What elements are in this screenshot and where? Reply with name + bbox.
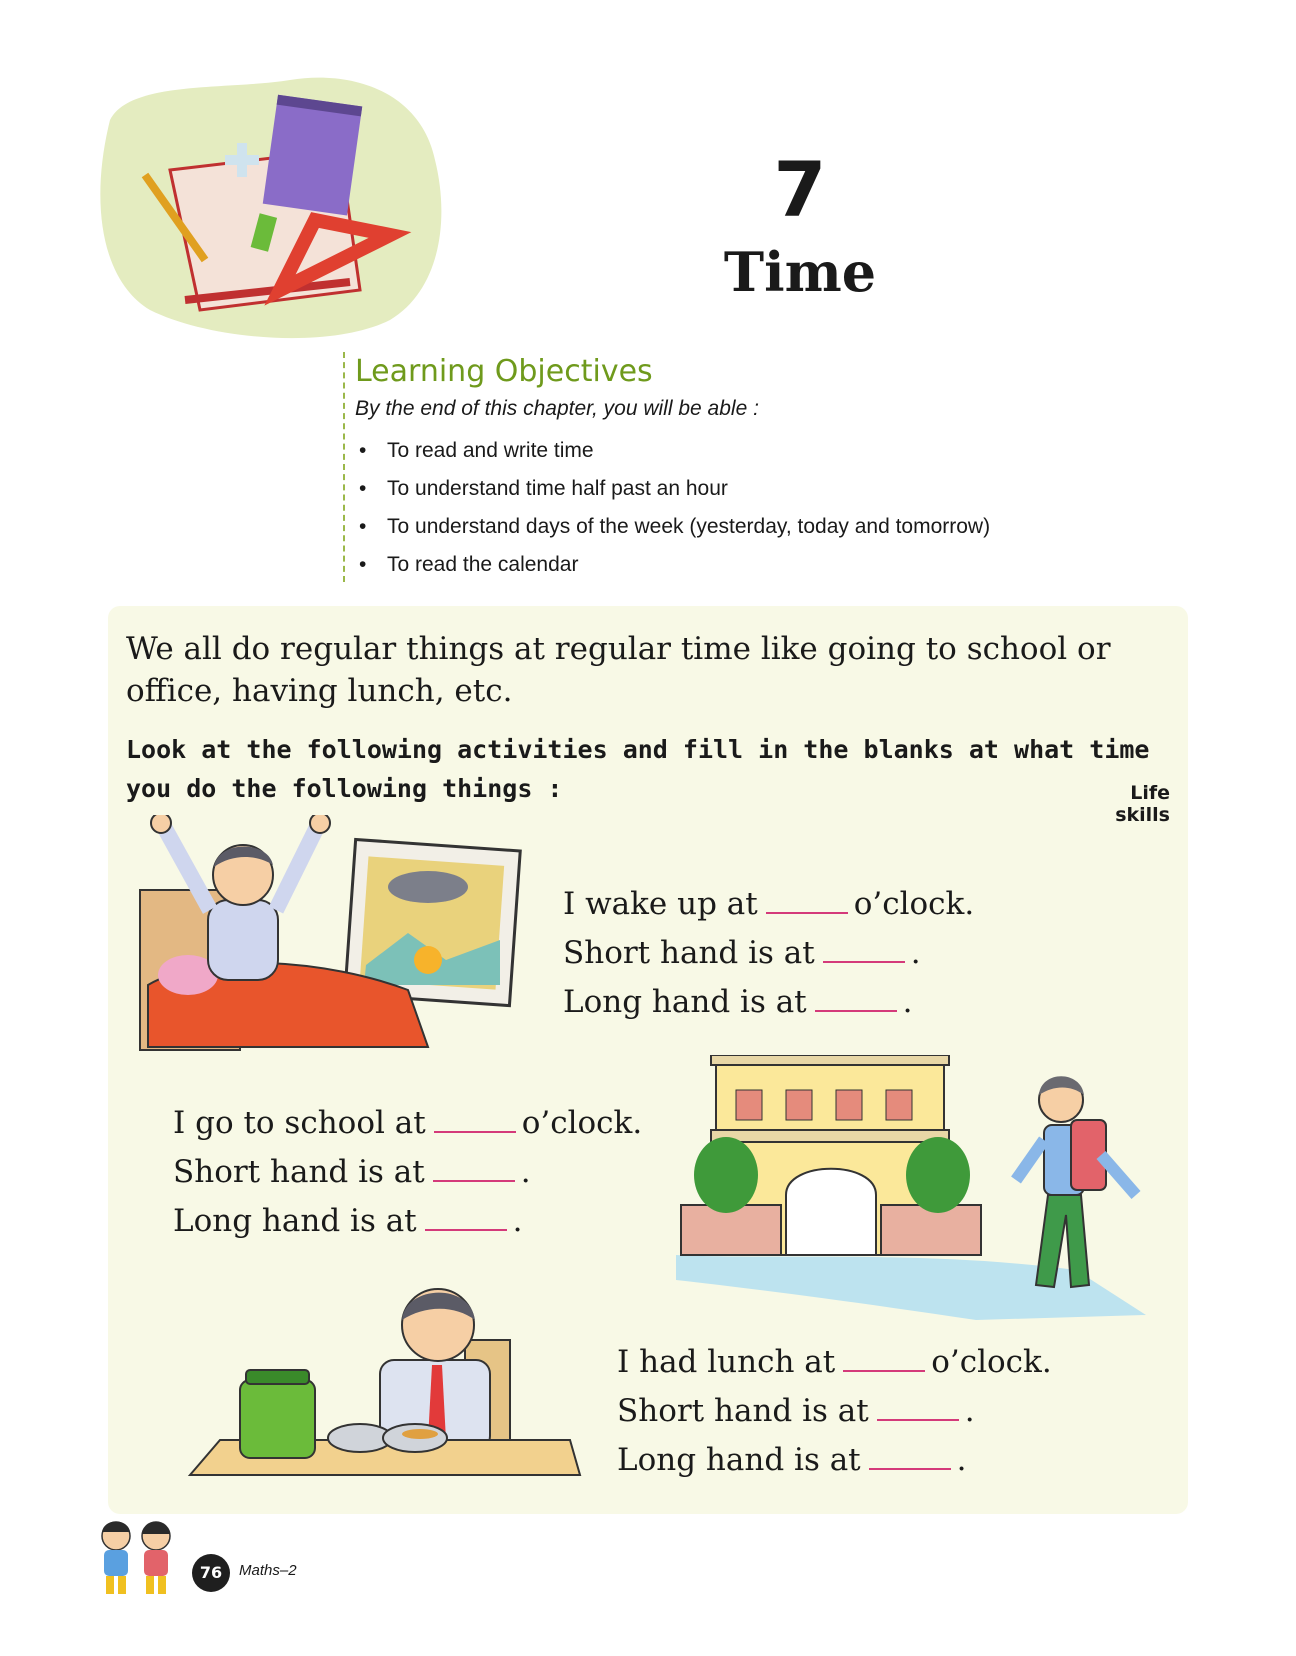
activity-line-text: o’clock. [931, 1344, 1052, 1380]
objective-item: • To understand time half past an hour [355, 470, 1103, 508]
page-number: 76 [192, 1554, 230, 1592]
activity-lunch [617, 1338, 1052, 1485]
activity-line-text: I had lunch at [617, 1344, 836, 1380]
objective-item: • To read and write time [355, 432, 1103, 470]
objectives-heading: Learning Objectives [355, 354, 653, 389]
lunch-illustration [180, 1270, 590, 1500]
learning-objectives [343, 352, 1103, 582]
period: . [964, 1393, 975, 1429]
life-skills-label: Life skills [1115, 782, 1170, 826]
objectives-intro: By the end of this chapter, you will be able : [355, 397, 759, 420]
fill-blank[interactable] [877, 1391, 959, 1421]
period: . [902, 984, 913, 1020]
book-title: Maths–2 [239, 1562, 297, 1579]
intro-paragraph: We all do regular things at regular time like going to school or office, having lunch, etc. [126, 631, 1111, 709]
chapter-title: Time [723, 240, 877, 304]
activity-go-to-school [173, 1099, 642, 1246]
fill-blank[interactable] [843, 1342, 925, 1372]
fill-blank[interactable] [434, 1103, 516, 1133]
objectives-list [355, 432, 1103, 584]
kids-mascot-icon [86, 1518, 188, 1598]
school-illustration [676, 1055, 1166, 1325]
fill-blank[interactable] [433, 1152, 515, 1182]
activity-line-text: Short hand is at [563, 935, 815, 971]
activity-line-text: Long hand is at [173, 1203, 417, 1239]
waking-up-illustration [128, 815, 523, 1055]
activity-line-text: Short hand is at [173, 1154, 425, 1190]
period: . [956, 1442, 967, 1478]
period: . [910, 935, 921, 971]
objective-item: • To read the calendar [355, 546, 1103, 584]
activity-line-text: Short hand is at [617, 1393, 869, 1429]
activity-wake-up [563, 880, 974, 1027]
instruction-text: Look at the following activities and fill in the blanks at what time you do the following things : [126, 735, 1150, 803]
fill-blank[interactable] [823, 933, 905, 963]
fill-blank[interactable] [766, 884, 848, 914]
activity-line-text: Long hand is at [563, 984, 807, 1020]
activity-line-text: I wake up at [563, 886, 758, 922]
activity-line-text: I go to school at [173, 1105, 426, 1141]
period: . [520, 1154, 531, 1190]
activity-line-text: Long hand is at [617, 1442, 861, 1478]
objective-item: • To understand days of the week (yesterday, today and tomorrow) [355, 508, 1103, 546]
period: . [512, 1203, 523, 1239]
chapter-number: 7 [773, 145, 827, 234]
fill-blank[interactable] [425, 1201, 507, 1231]
fill-blank[interactable] [869, 1440, 951, 1470]
activity-line-text: o’clock. [853, 886, 975, 922]
stationery-illustration [90, 50, 470, 350]
fill-blank[interactable] [815, 982, 897, 1012]
activity-line-text: o’clock. [521, 1105, 643, 1141]
